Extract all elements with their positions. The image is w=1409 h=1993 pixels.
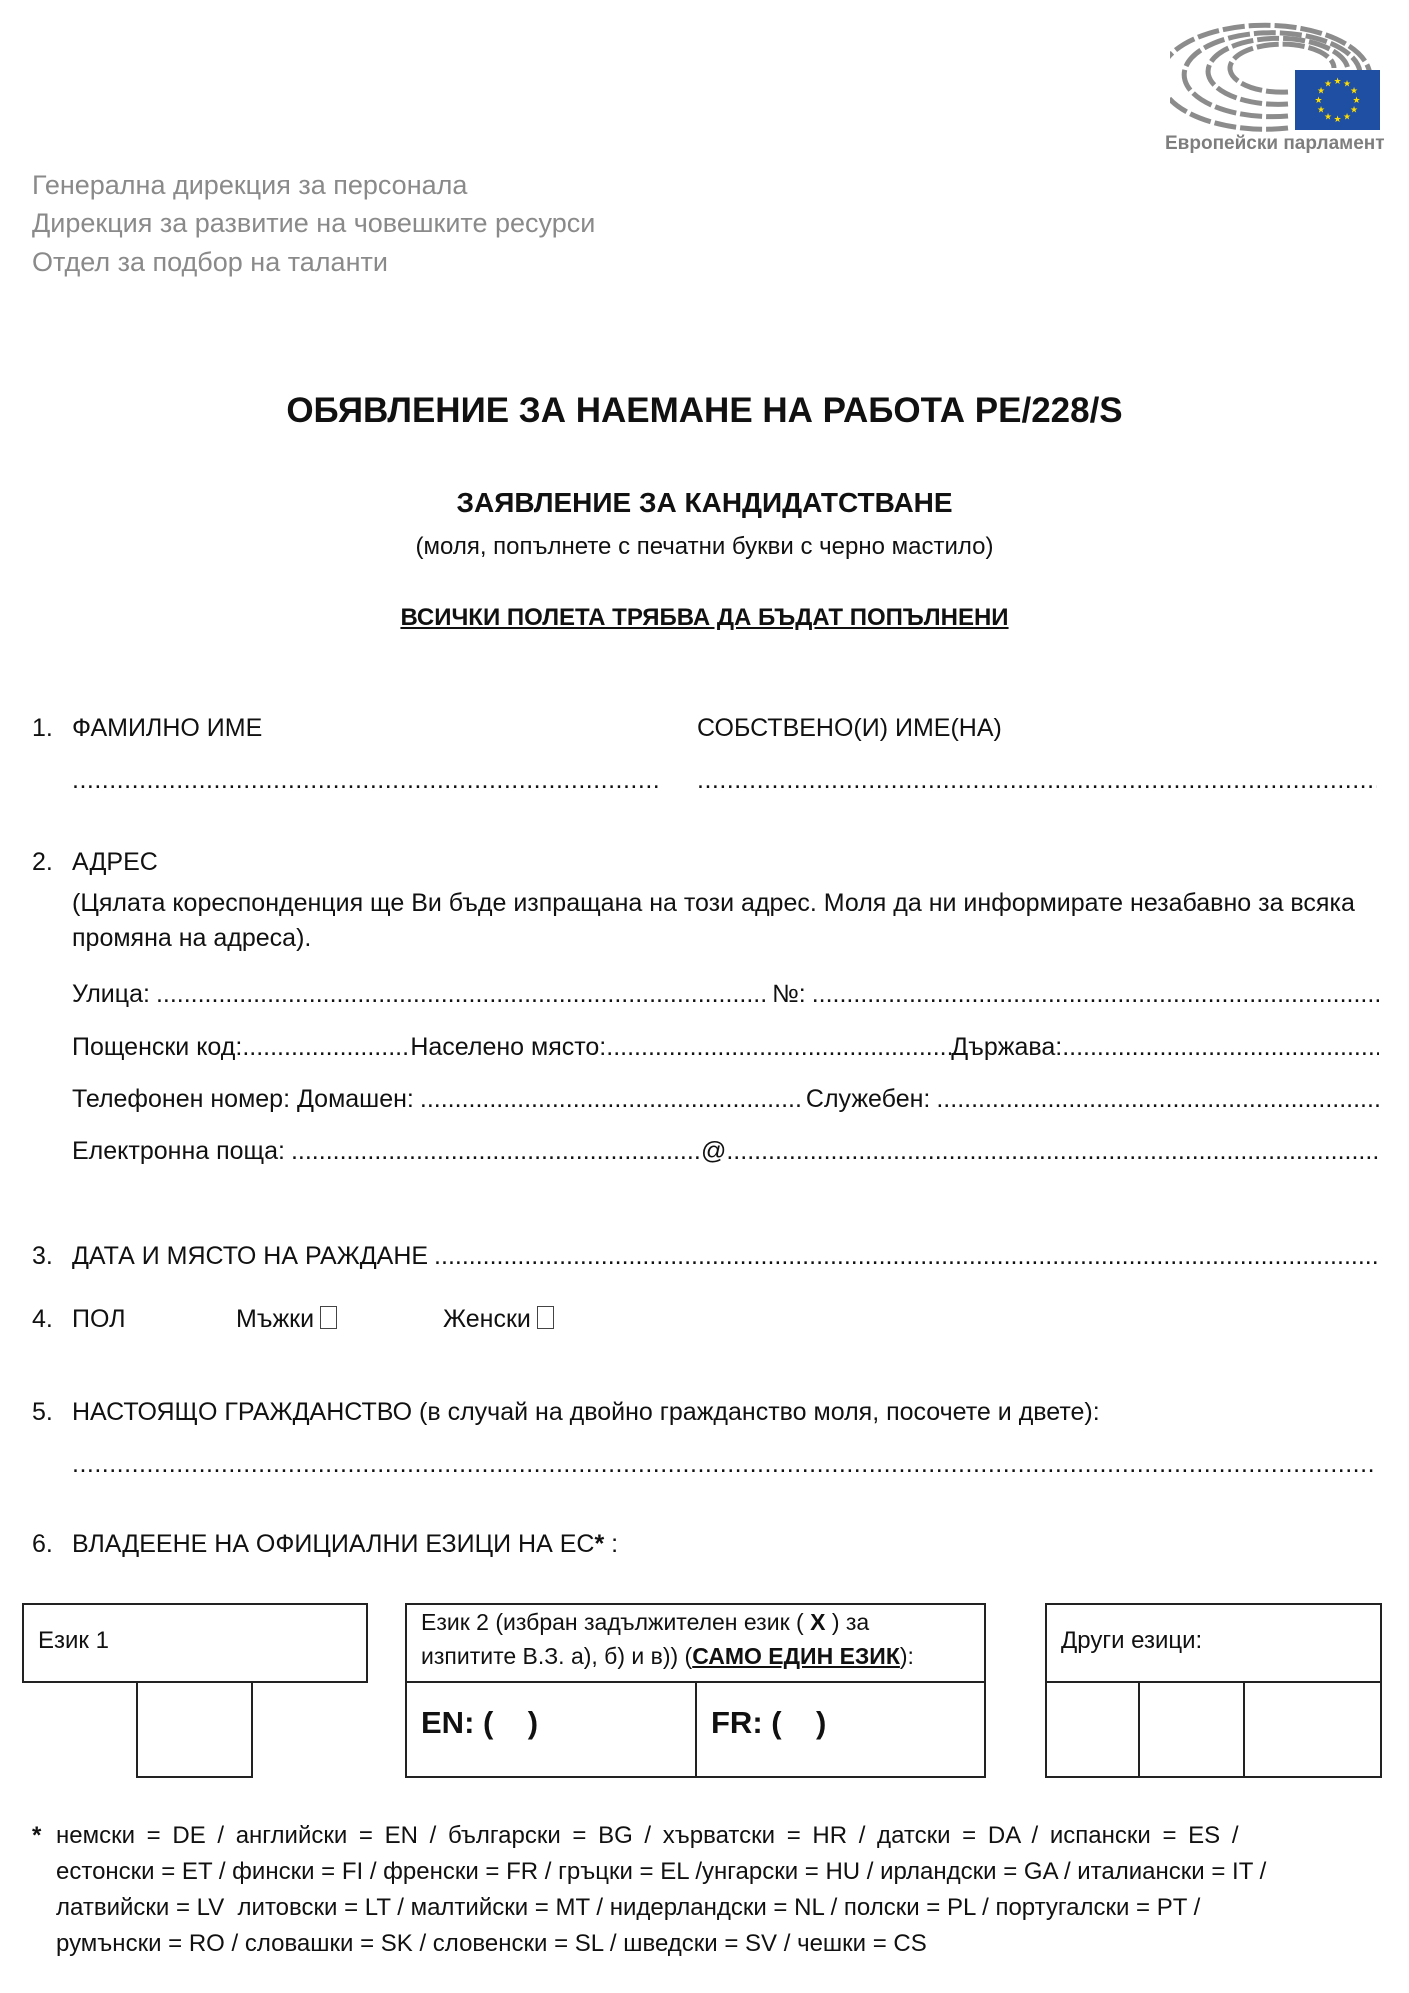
postcode-row xyxy=(72,1033,1379,1062)
option-en[interactable]: EN: ( ) xyxy=(421,1705,539,1740)
firstname-label: СОБСТВЕНО(И) ИМЕ(НА) xyxy=(697,714,1002,742)
gender-male-option[interactable] xyxy=(236,1305,337,1334)
svg-text:★: ★ xyxy=(1333,77,1342,87)
male-checkbox[interactable] xyxy=(320,1306,337,1329)
other-languages-header xyxy=(1045,1603,1382,1683)
birth-date-place-field[interactable] xyxy=(434,1242,1379,1271)
svg-text:★: ★ xyxy=(1316,105,1326,116)
home-phone-field[interactable] xyxy=(420,1085,800,1114)
language-2-en-cell[interactable] xyxy=(405,1681,697,1778)
citizenship-title: НАСТОЯЩО ГРАЖДАНСТВО xyxy=(72,1398,413,1426)
firstname-field[interactable] xyxy=(697,766,1377,795)
citizenship-field[interactable] xyxy=(72,1450,1377,1479)
section-3-number: 3. xyxy=(32,1242,53,1270)
header-line-unit: Отдел за подбор на таланти xyxy=(32,247,388,277)
language-2-header xyxy=(405,1603,986,1683)
language-2-line2 xyxy=(421,1643,914,1670)
male-label: Мъжки xyxy=(236,1305,315,1333)
female-label: Женски xyxy=(443,1305,531,1333)
svg-text:★: ★ xyxy=(1342,112,1352,123)
language-2-text-end: ) за xyxy=(825,1609,870,1635)
language-2-line1 xyxy=(421,1609,869,1636)
language-2-colon: ): xyxy=(899,1643,914,1669)
city-label: Населено място: xyxy=(410,1033,607,1061)
svg-text:★: ★ xyxy=(1323,79,1333,90)
footnote-line-2: естонски = ET / фински = FI / френски = FR / гръцки = EL /унгарски = HU / ирландски = GA / италиански = IT / xyxy=(56,1858,1267,1885)
languages-heading xyxy=(72,1530,618,1559)
language-2-text: Език 2 (избран задължителен език ( xyxy=(421,1609,811,1635)
svg-text:★: ★ xyxy=(1323,112,1333,123)
footnote-line-4: румънски = RO / словашки = SK / словенски = SL / шведски = SV / чешки = CS xyxy=(56,1930,927,1957)
section-4-number: 4. xyxy=(32,1305,53,1333)
birth-row xyxy=(72,1242,1379,1271)
other-languages-label: Други езици: xyxy=(1061,1627,1203,1654)
section-6-number: 6. xyxy=(32,1530,53,1558)
country-label: Държава: xyxy=(951,1033,1063,1061)
email-domain-field[interactable] xyxy=(726,1137,1379,1166)
address-label: АДРЕС xyxy=(72,848,158,876)
footnote-line-3: латвийски = LV литовски = LT / малтийски = MT / нидерландски = NL / полски = PL / португалски = PT / xyxy=(56,1894,1201,1921)
svg-text:★: ★ xyxy=(1333,115,1342,125)
birth-date-place-label: ДАТА И МЯСТО НА РАЖДАНЕ xyxy=(72,1242,429,1270)
header-line-dg: Генерална дирекция за персонала xyxy=(32,170,468,200)
only-one-language-note: САМО ЕДИН ЕЗИК xyxy=(692,1643,900,1669)
svg-text:★: ★ xyxy=(1314,96,1323,106)
option-fr[interactable]: FR: ( ) xyxy=(711,1705,827,1740)
phone-row xyxy=(72,1085,1379,1114)
other-language-field-2[interactable] xyxy=(1138,1681,1245,1778)
section-2-number: 2. xyxy=(32,848,53,876)
language-1-header xyxy=(22,1603,368,1683)
house-number-label: №: xyxy=(771,980,806,1008)
languages-asterisk: * xyxy=(594,1530,605,1558)
gender-female-option[interactable] xyxy=(443,1305,554,1334)
section-5-number: 5. xyxy=(32,1398,53,1426)
languages-title: ВЛАДЕЕНЕ НА ОФИЦИАЛНИ ЕЗИЦИ НА ЕС xyxy=(72,1530,595,1558)
required-notice: ВСИЧКИ ПОЛЕТА ТРЯБВА ДА БЪДАТ ПОПЪЛНЕНИ xyxy=(400,604,1009,631)
work-phone-label: Служебен: xyxy=(805,1085,931,1113)
street-label: Улица: xyxy=(72,980,150,1008)
house-number-field[interactable] xyxy=(812,980,1379,1009)
at-sign: @ xyxy=(700,1137,727,1165)
footnote-marker: * xyxy=(32,1822,42,1849)
header-line-directorate: Дирекция за развитие на човешките ресурси xyxy=(32,208,596,238)
language-1-label: Език 1 xyxy=(38,1627,109,1654)
street-row xyxy=(72,980,1379,1009)
svg-text:★: ★ xyxy=(1352,96,1361,106)
logo-caption: Европейски парламент xyxy=(1165,133,1385,154)
parliament-hemicycle-icon xyxy=(1170,20,1380,135)
language-1-field[interactable] xyxy=(136,1681,253,1778)
language-2-exams-text: изпитите В.З. а), б) и в)) ( xyxy=(421,1643,693,1669)
footnote-line-1: немски = DE / английски = EN / български = BG / хърватски = HR / датски = DA / испански = ES / xyxy=(56,1822,1239,1849)
street-field[interactable] xyxy=(156,980,766,1009)
email-user-field[interactable] xyxy=(291,1137,701,1166)
home-phone-label: Телефонен номер: Домашен: xyxy=(72,1085,414,1113)
svg-text:★: ★ xyxy=(1349,105,1359,116)
language-2-x-marker: X xyxy=(810,1609,826,1635)
languages-colon: : xyxy=(604,1530,619,1558)
surname-label: ФАМИЛНО ИМЕ xyxy=(72,714,263,742)
address-note-line2: промяна на адреса). xyxy=(72,924,312,952)
email-label: Електронна поща: xyxy=(72,1137,285,1165)
postcode-label: Пощенски код: xyxy=(72,1033,243,1061)
address-note-line1: (Цялата кореспонденция ще Ви бъде изпращана на този адрес. Моля да ни информирате незабавно за всяка xyxy=(72,889,1355,917)
citizenship-label xyxy=(72,1398,1100,1427)
email-row xyxy=(72,1137,1379,1166)
city-field[interactable] xyxy=(606,1033,951,1062)
section-1-number: 1. xyxy=(32,714,53,742)
form-subtitle: ЗАЯВЛЕНИЕ ЗА КАНДИДАТСТВАНЕ xyxy=(456,487,953,518)
other-language-field-3[interactable] xyxy=(1243,1681,1382,1778)
female-checkbox[interactable] xyxy=(537,1306,554,1329)
form-instruction: (моля, попълнете с печатни букви с черно мастило) xyxy=(415,533,994,560)
surname-field[interactable] xyxy=(72,766,662,795)
citizenship-note: (в случай на двойно гражданство моля, посочете и двете): xyxy=(419,1398,1100,1426)
svg-text:★: ★ xyxy=(1342,79,1352,90)
other-language-field-1[interactable] xyxy=(1045,1681,1140,1778)
svg-text:★: ★ xyxy=(1349,86,1359,97)
language-2-fr-cell[interactable] xyxy=(695,1681,986,1778)
work-phone-field[interactable] xyxy=(936,1085,1379,1114)
svg-text:★: ★ xyxy=(1316,86,1326,97)
page-title: ОБЯВЛЕНИЕ ЗА НАЕМАНЕ НА РАБОТА PE/228/S xyxy=(286,391,1123,430)
european-parliament-logo xyxy=(1165,20,1385,160)
gender-label: ПОЛ xyxy=(72,1305,126,1333)
country-field[interactable] xyxy=(1062,1033,1379,1062)
postcode-field[interactable] xyxy=(242,1033,410,1062)
